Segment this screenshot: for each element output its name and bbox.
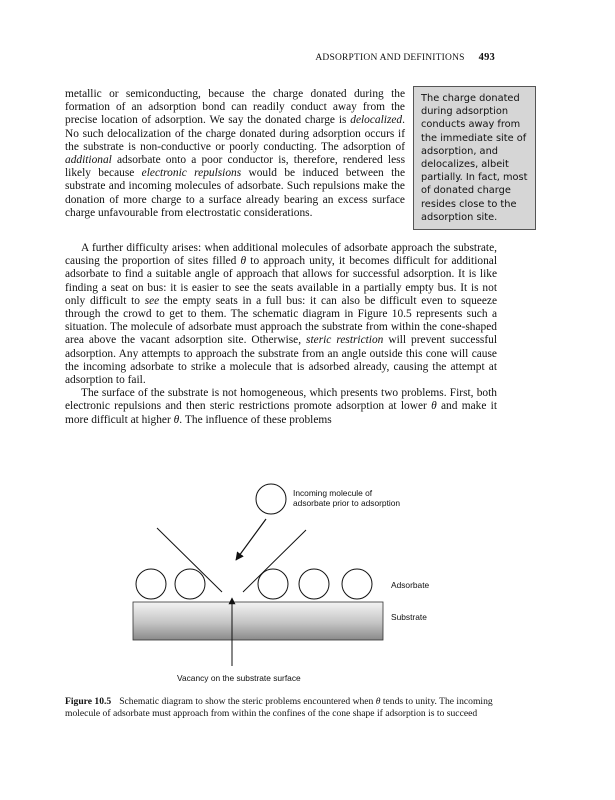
label-vacancy: Vacancy on the substrate surface <box>177 673 301 683</box>
margin-note: The charge donated during adsorption conducts away from the immediate site of adsorption, and delocalizes, albeit partially. In fact, most of donated charge resides close to the adsorption site. <box>413 86 536 230</box>
label-substrate: Substrate <box>391 612 427 622</box>
italic-term: additional <box>65 154 112 167</box>
figure-caption <box>65 696 497 720</box>
adsorbed-molecule <box>175 569 205 599</box>
adsorbed-molecule <box>258 569 288 599</box>
adsorbed-molecule <box>342 569 372 599</box>
figure-label: Figure 10.5 <box>65 696 112 707</box>
italic-term: θ <box>173 413 180 426</box>
paragraph-3-text: The surface of the substrate is not homogeneous, which presents two problems. First, both electronic repulsions and then steric restrictions promote adsorption at lower θ and make it more difficult at higher θ. The influence of these problems <box>65 387 497 426</box>
adsorbed-molecule <box>299 569 329 599</box>
italic-term: θ <box>375 696 381 707</box>
adsorbed-molecule <box>136 569 166 599</box>
approach-arrow <box>236 519 266 560</box>
incoming-molecule <box>256 484 286 514</box>
italic-term: θ <box>240 255 247 268</box>
italic-term: θ <box>431 400 437 413</box>
label-adsorbate: Adsorbate <box>391 580 430 590</box>
italic-term: steric restriction <box>306 334 384 347</box>
running-header-title: ADSORPTION AND DEFINITIONS <box>315 53 465 63</box>
page-number: 493 <box>478 52 495 63</box>
italic-term: see <box>144 294 160 307</box>
italic-term: electronic repulsions <box>141 167 242 180</box>
paragraph-2-text: A further difficulty arises: when additional molecules of adsorbate approach the substrate, causing the proportion of sites filled θ to approach unity, it becomes difficult for additional adsorbate to find a suitable angle of approach that allows for successful adsorption. It is like finding a seat on bus: it is easier to see the seats available in a partially empty bus. It is not only difficult to see the empty seats in a full bus: it can also be difficult even to squeeze through the crowd to get to them. The schematic diagram in Figure 10.5 represents such a situation. The molecule of adsorbate must approach the substrate from within the cone-shaped area above the vacant adsorption site. Otherwise, steric restriction will prevent successful adsorption. Any attempts to approach the substrate from an angle outside this cone will cause the incoming adsorbate to strike a molecule that is adsorbed already, causing the attempt at adsorption to fail. <box>65 242 497 387</box>
label-incoming-molecule: Incoming molecule of adsorbate prior to adsorption <box>293 488 401 508</box>
italic-term: delocalized <box>350 114 403 127</box>
substrate-bar <box>133 602 383 640</box>
figure-caption-text: Schematic diagram to show the steric problems encountered when θ tends to unity. The incoming molecule of adsorbate must approach from within the confines of the cone shape if adsorption is to succeed <box>65 696 493 719</box>
paragraph-1-text: metallic or semiconducting, because the charge donated during the formation of an adsorption bond can readily conduct away from the precise location of adsorption. We say the donated charge is delocalized. No such delocalization of the charge donated during adsorption occurs if the substrate is non-conductive or poorly conducting. The adsorption of additional adsorbate onto a poor conductor is, therefore, rendered less likely because electronic repulsions would be induced between the substrate and incoming molecules of adsorbate. Such repulsions make the donation of more charge to a surface already bearing an excess surface charge unfavourable from electrostatic considerations. <box>65 88 406 219</box>
